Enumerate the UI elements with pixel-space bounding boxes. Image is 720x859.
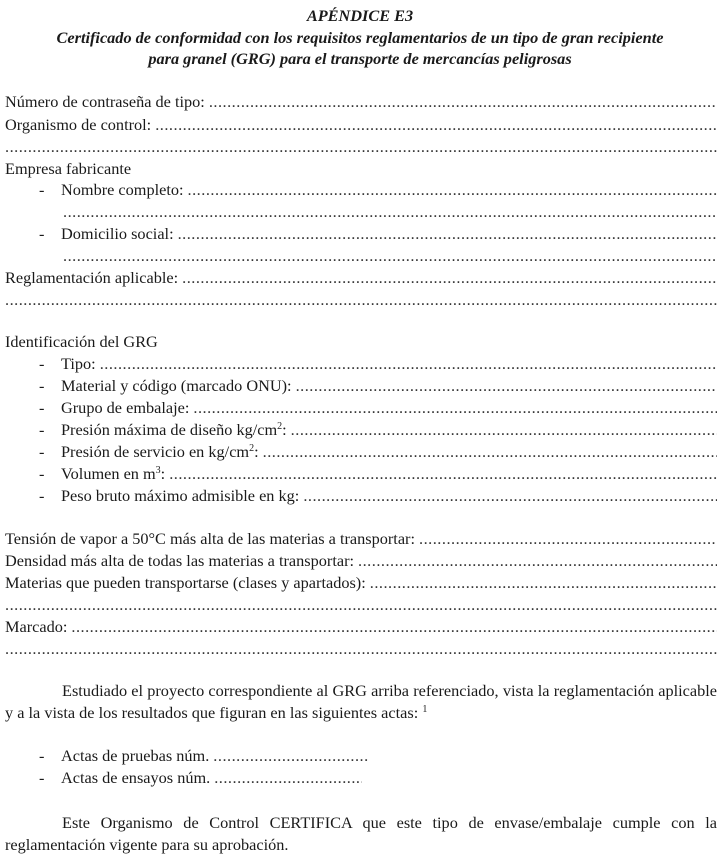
paragraph-certifica [5, 812, 717, 855]
field-reglamentacion-label: Reglamentación aplicable: [5, 268, 179, 287]
fill-line[interactable] [193, 398, 717, 417]
field-materias[interactable] [5, 573, 717, 592]
fill-line[interactable] [71, 617, 717, 636]
paragraph-estudiado-text: Estudiado el proyecto correspondiente al GRG arriba referenciado, vista la reglamentación aplicable y a la vista de los resultados que figuran en las siguientes actas: [5, 681, 717, 722]
field-presion-servicio[interactable] [39, 442, 717, 461]
field-nombre-continuation[interactable] [63, 202, 717, 221]
field-grupo-label: Grupo de embalaje: [61, 398, 190, 417]
fill-line[interactable] [63, 202, 717, 221]
section-empresa-label: Empresa fabricante [5, 159, 132, 178]
colon: : [282, 420, 287, 439]
paragraph-estudiado [5, 680, 717, 723]
field-actas-ensayos-label: Actas de ensayos núm. [61, 768, 211, 787]
fill-line[interactable] [296, 376, 717, 395]
fill-line[interactable] [178, 224, 717, 243]
fill-line[interactable] [182, 268, 717, 287]
field-tension-label: Tensión de vapor a 50°C más alta de las materias a transportar: [5, 529, 416, 548]
fill-line[interactable] [5, 290, 717, 309]
bullet-dash: - [39, 768, 45, 787]
fill-line[interactable] [358, 551, 717, 570]
field-reglamentacion-continuation[interactable] [5, 290, 717, 309]
fill-line[interactable] [5, 595, 717, 614]
field-tipo-label: Tipo: [61, 354, 96, 373]
field-domicilio-continuation[interactable] [63, 246, 717, 265]
colon: : [160, 464, 166, 483]
field-marcado-label: Marcado: [5, 617, 68, 636]
fill-line[interactable] [303, 486, 717, 505]
bullet-dash: - [39, 224, 45, 243]
presion-servicio-text: Presión de servicio en kg/cm [61, 442, 250, 461]
fill-line[interactable] [214, 768, 362, 787]
field-materias-label: Materias que pueden transportarse (clases y apartados): [5, 573, 366, 592]
field-contrasena-label: Número de contraseña de tipo: [5, 92, 205, 111]
field-presion-diseno-label [61, 420, 287, 439]
colon: : [254, 442, 259, 461]
fill-line[interactable] [209, 92, 717, 111]
field-nombre-label: Nombre completo: [61, 180, 184, 199]
field-tipo[interactable] [39, 354, 717, 373]
fill-line[interactable] [169, 464, 717, 483]
fill-line[interactable] [188, 180, 717, 199]
field-densidad-label: Densidad más alta de todas las materias a transportar: [5, 551, 355, 570]
field-marcado-continuation[interactable] [5, 639, 717, 658]
fill-line[interactable] [100, 354, 717, 373]
subtitle-line-1: Certificado de conformidad con los requisitos reglamentarios de un tipo de gran recipiente [56, 28, 664, 47]
field-organismo[interactable] [5, 115, 717, 134]
field-materias-continuation[interactable] [5, 595, 717, 614]
field-marcado[interactable] [5, 617, 717, 636]
field-peso[interactable] [39, 486, 717, 505]
field-material[interactable] [39, 376, 717, 395]
field-volumen-label [61, 464, 165, 483]
field-presion-servicio-label [61, 442, 259, 461]
field-reglamentacion[interactable] [5, 268, 717, 287]
appendix-title: APÉNDICE E3 [306, 6, 414, 25]
fill-line[interactable] [155, 115, 717, 134]
field-actas-pruebas[interactable] [39, 746, 717, 765]
bullet-dash: - [39, 464, 45, 483]
presion-diseno-text: Presión máxima de diseño kg/cm [61, 420, 278, 439]
bullet-dash: - [39, 486, 45, 505]
superscript-2: 2 [249, 443, 255, 454]
bullet-dash: - [39, 442, 45, 461]
field-presion-diseno[interactable] [39, 420, 717, 439]
field-material-label: Material y código (marcado ONU): [61, 376, 292, 395]
field-densidad[interactable] [5, 551, 717, 570]
bullet-dash: - [39, 180, 45, 199]
fill-line[interactable] [213, 746, 369, 765]
superscript-3: 3 [155, 465, 161, 476]
field-actas-pruebas-label: Actas de pruebas núm. [61, 746, 210, 765]
subtitle-line-2: para granel (GRG) para el transporte de mercancías peligrosas [148, 49, 572, 68]
section-identificacion-label: Identificación del GRG [5, 332, 158, 351]
bullet-dash: - [39, 376, 45, 395]
field-actas-ensayos[interactable] [39, 768, 717, 787]
field-domicilio-label: Domicilio social: [61, 224, 174, 243]
section-identificacion [5, 332, 717, 351]
footnote-ref: 1 [422, 703, 428, 715]
superscript-2: 2 [277, 421, 283, 432]
field-nombre[interactable] [39, 180, 717, 199]
bullet-dash: - [39, 354, 45, 373]
fill-line[interactable] [419, 529, 717, 548]
fill-line[interactable] [370, 573, 717, 592]
fill-line[interactable] [263, 442, 717, 461]
field-volumen[interactable] [39, 464, 717, 483]
fill-line[interactable] [5, 137, 717, 156]
field-contrasena[interactable] [5, 92, 717, 111]
field-organismo-label: Organismo de control: [5, 115, 152, 134]
field-grupo[interactable] [39, 398, 717, 417]
paragraph-certifica-text: Este Organismo de Control CERTIFICA que este tipo de envase/embalaje cumple con la reglamentación vigente para su aprobación. [5, 813, 717, 854]
bullet-dash: - [39, 398, 45, 417]
field-peso-label: Peso bruto máximo admisible en kg: [61, 486, 300, 505]
fill-line[interactable] [5, 639, 717, 658]
field-domicilio[interactable] [39, 224, 717, 243]
field-tension[interactable] [5, 529, 717, 548]
bullet-dash: - [39, 420, 45, 439]
bullet-dash: - [39, 746, 45, 765]
field-organismo-continuation[interactable] [5, 137, 717, 156]
fill-line[interactable] [63, 246, 717, 265]
fill-line[interactable] [291, 420, 717, 439]
volumen-text: Volumen en m [61, 464, 156, 483]
section-empresa [5, 159, 717, 178]
